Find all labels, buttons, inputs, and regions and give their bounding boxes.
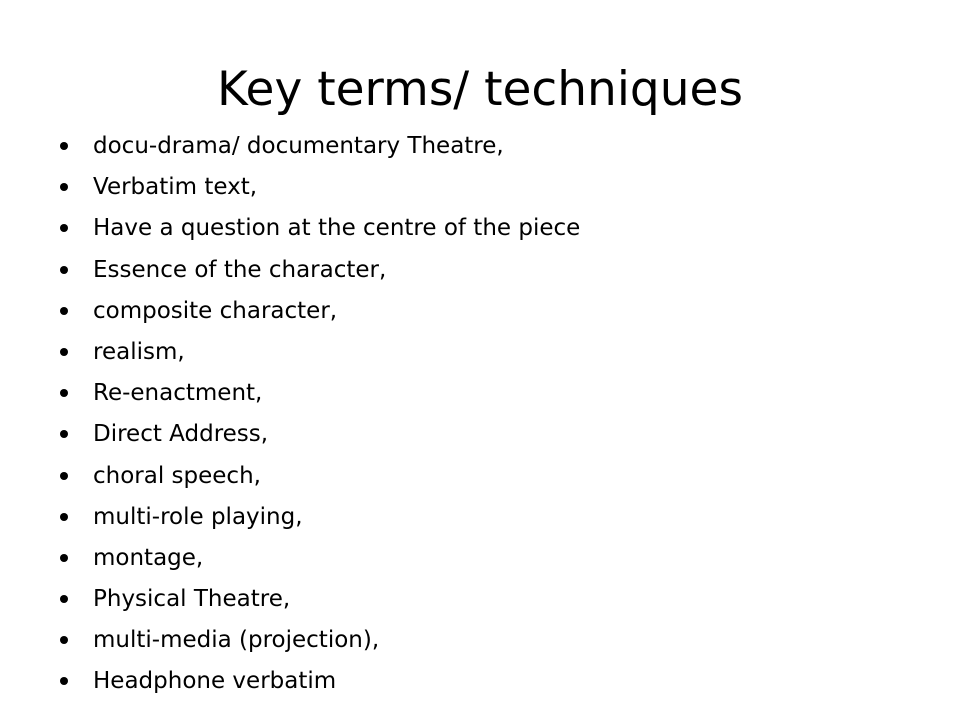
list-item-text: multi-role playing, [93,503,303,530]
bullet-dot-icon [60,595,68,603]
list-item [60,620,580,661]
list-item [60,208,580,249]
bullet-dot-icon [60,266,68,274]
list-item [60,497,580,538]
list-item [60,538,580,579]
list-item [60,414,580,455]
list-item [60,291,580,332]
bullet-dot-icon [60,307,68,315]
bullet-dot-icon [60,224,68,232]
list-item-text: docu-drama/ documentary Theatre, [93,133,504,159]
bullet-dot-icon [60,183,68,191]
bullet-dot-icon [60,389,68,397]
list-item [60,661,580,702]
list-item [60,167,580,208]
list-item-text: Verbatim text, [93,174,258,201]
list-item-text: choral speech, [93,462,261,489]
slide-title: Key terms/ techniques [217,62,743,117]
bullet-dot-icon [60,472,68,480]
bullet-dot-icon [60,348,68,356]
list-item [60,456,580,497]
list-item-text: Re-enactment, [93,380,263,407]
list-item-text: Have a question at the centre of the piece [93,215,581,242]
list-item [60,579,580,620]
bullet-dot-icon [60,677,68,685]
bullet-dot-icon [60,554,68,562]
list-item [60,126,580,167]
list-item-text: Headphone verbatim [93,668,337,695]
list-item-text: Essence of the character, [93,256,387,283]
list-item-text: composite character, [93,297,338,324]
bullet-dot-icon [60,513,68,521]
list-item-text: Direct Address, [93,421,269,448]
list-item [60,250,580,291]
list-item-text: montage, [93,544,204,571]
bullet-dot-icon [60,142,68,150]
bullet-dot-icon [60,636,68,644]
list-item-text: multi-media (projection), [93,627,380,654]
bullet-list [60,126,580,703]
list-item-text: Physical Theatre, [93,586,291,613]
list-item [60,373,580,414]
list-item-text: realism, [93,338,185,365]
list-item [60,332,580,373]
bullet-dot-icon [60,430,68,438]
